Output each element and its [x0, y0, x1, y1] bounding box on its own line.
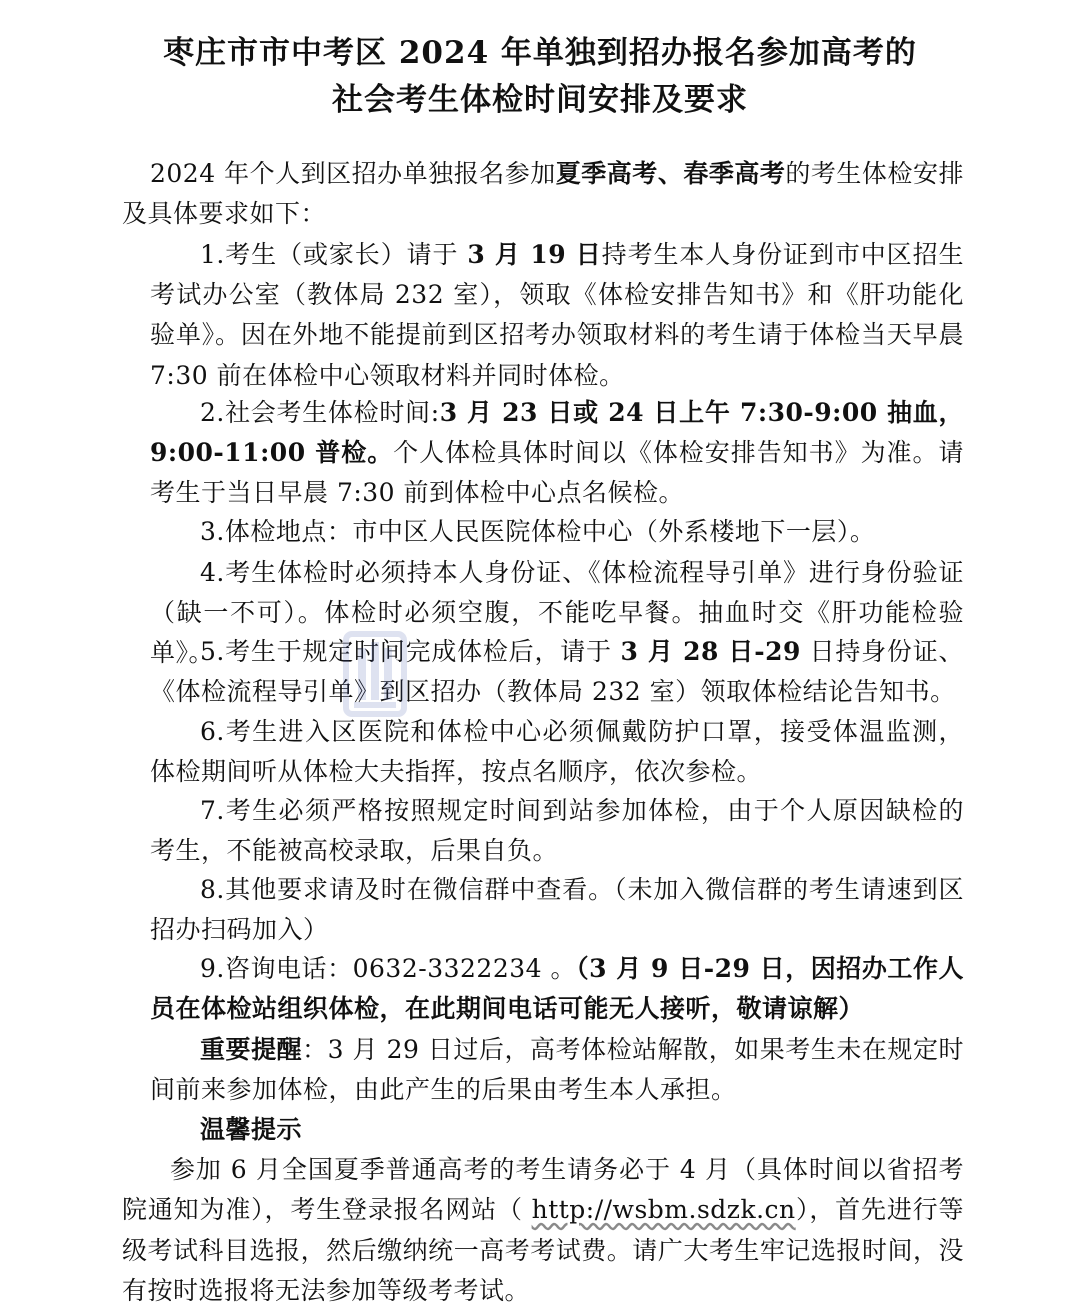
list-item-7 [150, 791, 964, 871]
tips-text-before: 参加 6 月全国夏季普通高考的考生请务必于 4 月（具体时间以省招考院通知为准），考生登录报名网站（ [122, 1155, 964, 1225]
list-item-3 [150, 512, 964, 552]
item-5-text: 5.考生于规定时间完成体检后，请于 [200, 637, 621, 666]
list-item-8 [150, 870, 964, 950]
item-2-text: 2.社会考生体检时间: [200, 398, 440, 427]
item-5-bold: 3 月 28 日-29 [620, 637, 801, 666]
intro-paragraph [122, 154, 964, 235]
item-3-text: 3.体检地点：市中区人民医院体检中心（外系楼地下一层）。 [200, 517, 876, 546]
list-item-2 [150, 393, 964, 514]
item-2-rest: 个人体检具体时间以《体检安排告知书》为准。请考生于当日早晨 7:30 前到体检中心点名候检。 [150, 438, 964, 508]
intro-bold: 夏季高考、春季高考 [555, 159, 786, 188]
important-notice [150, 1030, 964, 1110]
list-item-9 [150, 949, 964, 1029]
item-4-text: 4.考生体检时必须持本人身份证、《体检流程导引单》进行身份验证（缺一不可）。体检时必须空腹，不能吃早餐。抽血时交《肝功能检验单》。 [150, 558, 964, 668]
item-8-text: 8.其他要求请及时在微信群中查看。（未加入微信群的考生请速到区招办扫码加入） [150, 875, 964, 945]
item-2-bold: 3 月 23 日或 24 日上午 7:30-9:00 抽血，9:00-11:00 普检。 [150, 398, 965, 468]
item-6-text: 6.考生进入区医院和体检中心必须佩戴防护口罩，接受体温监测，体检期间听从体检大夫指挥，按点名顺序，依次参检。 [150, 717, 964, 787]
document-title-line-1: 枣庄市市中考区 2024 年单独到招办报名参加高考的 [163, 35, 917, 71]
important-text: ：3 月 29 日过后，高考体检站解散，如果考生未在规定时间前来参加体检，由此产生的后果由考生本人承担。 [150, 1035, 964, 1105]
registration-url-link[interactable]: http://wsbm.sdzk.cn [531, 1195, 796, 1225]
item-1-text: 1.考生（或家长）请于 [200, 240, 468, 269]
item-1-bold: 3 月 19 日 [467, 240, 602, 269]
list-item-1 [150, 235, 964, 396]
tips-text-after: ），首先进行等级考试科目选报，然后缴纳统一高考考试费。请广大考生牢记选报时间，没有按时选报将无法参加等级考考试。 [122, 1195, 964, 1306]
list-item-6 [150, 712, 964, 792]
document-title-line-2: 社会考生体检时间安排及要求 [332, 82, 748, 118]
item-7-text: 7.考生必须严格按照规定时间到站参加体检，由于个人原因缺检的考生，不能被高校录取，后果自负。 [150, 796, 964, 866]
important-label: 重要提醒 [200, 1035, 303, 1064]
tips-heading: 温馨提示 [200, 1115, 303, 1144]
tips-heading-row [150, 1110, 964, 1150]
list-item-5 [150, 632, 964, 712]
item-1-rest: 持考生本人身份证到市中区招生考试办公室（教体局 232 室），领取《体检安排告知书》和《肝功能化验单》。因在外地不能提前到区招考办领取材料的考生请于体检当天早晨 7:30 前在体检中心领取材料并同时体检。 [150, 240, 964, 390]
item-9-bold: （3 月 9 日-29 日，因招办工作人员在体检站组织体检，在此期间电话可能无人接听，敬请谅解） [150, 954, 964, 1024]
tips-paragraph [122, 1150, 964, 1312]
intro-prefix: 2024 年个人到区招办单独报名参加 [150, 159, 556, 188]
intro-suffix: 的考生体检安排及具体要求如下： [122, 159, 964, 229]
item-9-text: 9.咨询电话：0632-3322234 。 [200, 954, 577, 983]
item-5-rest: 日持身份证、《体检流程导引单》到区招办（教体局 232 室）领取体检结论告知书。 [150, 637, 964, 707]
